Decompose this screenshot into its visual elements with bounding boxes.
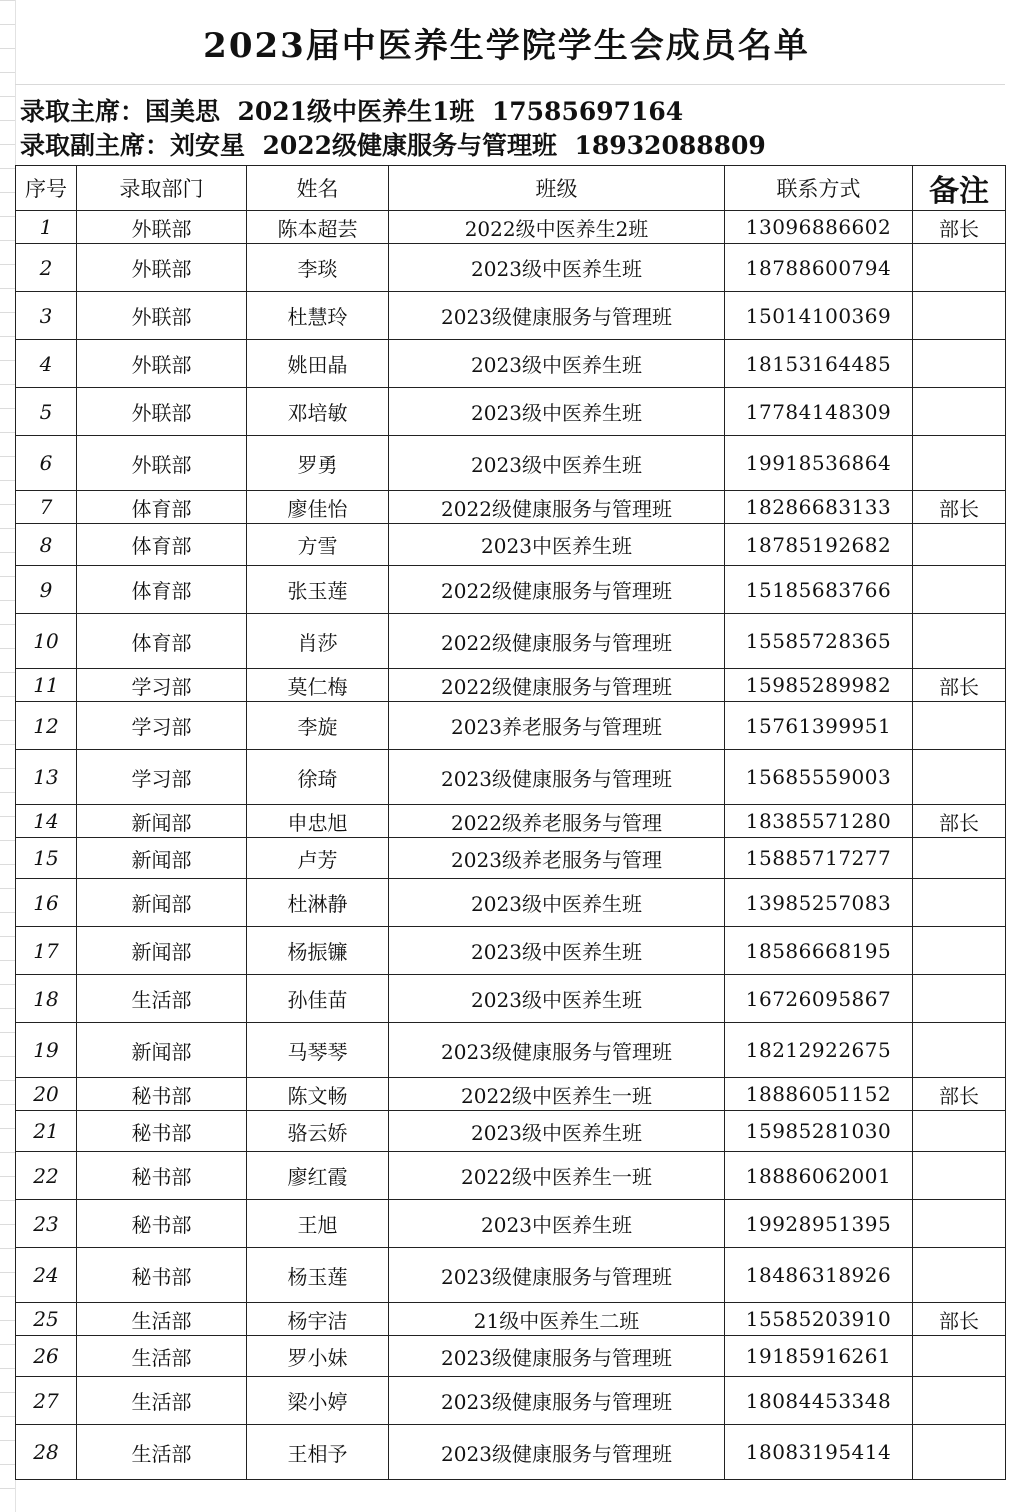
cell-phone[interactable]: 15885717277 bbox=[725, 838, 913, 879]
chairman-class: 2021级中医养生1班 bbox=[237, 97, 475, 126]
cell-dept[interactable]: 新闻部 bbox=[77, 838, 247, 879]
cell-name[interactable]: 李旋 bbox=[247, 702, 389, 750]
table-row bbox=[16, 491, 1006, 524]
cell-name[interactable]: 卢芳 bbox=[247, 838, 389, 879]
cell-no[interactable]: 6 bbox=[16, 436, 77, 491]
cell-no[interactable]: 23 bbox=[16, 1200, 77, 1248]
cell-class[interactable]: 2023级中医养生班 bbox=[389, 1111, 725, 1152]
chairman-label: 录取主席： bbox=[20, 97, 146, 126]
cell-dept[interactable]: 外联部 bbox=[77, 211, 247, 244]
cell-class[interactable]: 2023级中医养生班 bbox=[389, 436, 725, 491]
table-row bbox=[16, 1111, 1006, 1152]
row-header-gutter bbox=[0, 0, 16, 1512]
cell-dept[interactable]: 体育部 bbox=[77, 614, 247, 669]
cell-dept[interactable]: 秘书部 bbox=[77, 1111, 247, 1152]
cell-phone[interactable]: 15014100369 bbox=[725, 292, 913, 340]
table-row bbox=[16, 927, 1006, 975]
cell-note[interactable]: 部长 bbox=[913, 1078, 1006, 1111]
cell-note[interactable]: 部长 bbox=[913, 491, 1006, 524]
cell-phone[interactable]: 18788600794 bbox=[725, 244, 913, 292]
cell-phone[interactable]: 18286683133 bbox=[725, 491, 913, 524]
cell-no[interactable]: 22 bbox=[16, 1152, 77, 1200]
cell-no[interactable]: 17 bbox=[16, 927, 77, 975]
cell-phone[interactable]: 15185683766 bbox=[725, 566, 913, 614]
cell-no[interactable]: 14 bbox=[16, 805, 77, 838]
table-row bbox=[16, 388, 1006, 436]
cell-note[interactable]: 部长 bbox=[913, 805, 1006, 838]
cell-no[interactable]: 18 bbox=[16, 975, 77, 1023]
table-row bbox=[16, 244, 1006, 292]
cell-note[interactable] bbox=[913, 614, 1006, 669]
cell-class[interactable]: 2023养老服务与管理班 bbox=[389, 702, 725, 750]
header-dept[interactable]: 录取部门 bbox=[77, 166, 247, 211]
cell-name[interactable]: 李琰 bbox=[247, 244, 389, 292]
cell-name[interactable]: 申忠旭 bbox=[247, 805, 389, 838]
cell-class[interactable]: 2022级中医养生一班 bbox=[389, 1078, 725, 1111]
cell-note[interactable]: 部长 bbox=[913, 1303, 1006, 1336]
cell-no[interactable]: 10 bbox=[16, 614, 77, 669]
vice-chairman-phone: 18932088809 bbox=[574, 131, 766, 160]
cell-name[interactable]: 杜淋静 bbox=[247, 879, 389, 927]
cell-note[interactable] bbox=[913, 524, 1006, 566]
cell-class[interactable]: 2023中医养生班 bbox=[389, 524, 725, 566]
cell-dept[interactable]: 秘书部 bbox=[77, 1200, 247, 1248]
cell-class[interactable]: 2022级健康服务与管理班 bbox=[389, 491, 725, 524]
cell-phone[interactable]: 18586668195 bbox=[725, 927, 913, 975]
cell-dept[interactable]: 秘书部 bbox=[77, 1152, 247, 1200]
cell-class[interactable]: 2023级中医养生班 bbox=[389, 244, 725, 292]
cell-dept[interactable]: 体育部 bbox=[77, 524, 247, 566]
cell-name[interactable]: 方雪 bbox=[247, 524, 389, 566]
cell-no[interactable]: 8 bbox=[16, 524, 77, 566]
cell-no[interactable]: 20 bbox=[16, 1078, 77, 1111]
cell-dept[interactable]: 外联部 bbox=[77, 388, 247, 436]
cell-name[interactable]: 陈文畅 bbox=[247, 1078, 389, 1111]
cell-no[interactable]: 25 bbox=[16, 1303, 77, 1336]
cell-name[interactable]: 杨振镰 bbox=[247, 927, 389, 975]
table-row bbox=[16, 750, 1006, 805]
table-body bbox=[16, 211, 1006, 1480]
cell-no[interactable]: 1 bbox=[16, 211, 77, 244]
cell-phone[interactable]: 18486318926 bbox=[725, 1248, 913, 1303]
cell-dept[interactable]: 学习部 bbox=[77, 750, 247, 805]
cell-phone[interactable]: 16726095867 bbox=[725, 975, 913, 1023]
cell-class[interactable]: 2022级中医养生一班 bbox=[389, 1152, 725, 1200]
cell-note[interactable] bbox=[913, 1336, 1006, 1377]
cell-name[interactable]: 莫仁梅 bbox=[247, 669, 389, 702]
chairman-phone: 17585697164 bbox=[491, 97, 684, 126]
cell-no[interactable]: 11 bbox=[16, 669, 77, 702]
cell-dept[interactable]: 新闻部 bbox=[77, 805, 247, 838]
cell-note[interactable] bbox=[913, 975, 1006, 1023]
cell-note[interactable] bbox=[913, 838, 1006, 879]
cell-no[interactable]: 7 bbox=[16, 491, 77, 524]
cell-note[interactable] bbox=[913, 340, 1006, 388]
cell-name[interactable]: 廖红霞 bbox=[247, 1152, 389, 1200]
cell-note[interactable] bbox=[913, 1152, 1006, 1200]
cell-dept[interactable]: 生活部 bbox=[77, 975, 247, 1023]
cell-class[interactable]: 2023级中医养生班 bbox=[389, 975, 725, 1023]
table-row bbox=[16, 1303, 1006, 1336]
cell-name[interactable]: 骆云娇 bbox=[247, 1111, 389, 1152]
cell-class[interactable]: 2023级健康服务与管理班 bbox=[389, 1377, 725, 1425]
cell-name[interactable]: 杜慧玲 bbox=[247, 292, 389, 340]
cell-note[interactable] bbox=[913, 927, 1006, 975]
cell-class[interactable]: 2023级健康服务与管理班 bbox=[389, 292, 725, 340]
table-row bbox=[16, 975, 1006, 1023]
cell-note[interactable]: 部长 bbox=[913, 669, 1006, 702]
cell-dept[interactable]: 外联部 bbox=[77, 244, 247, 292]
member-table bbox=[15, 165, 1006, 1480]
table-row bbox=[16, 669, 1006, 702]
cell-dept[interactable]: 秘书部 bbox=[77, 1078, 247, 1111]
table-row bbox=[16, 1200, 1006, 1248]
table-row bbox=[16, 1336, 1006, 1377]
cell-phone[interactable]: 18785192682 bbox=[725, 524, 913, 566]
cell-dept[interactable]: 秘书部 bbox=[77, 1248, 247, 1303]
cell-dept[interactable]: 生活部 bbox=[77, 1425, 247, 1480]
cell-dept[interactable]: 学习部 bbox=[77, 702, 247, 750]
header-no[interactable]: 序号 bbox=[16, 166, 77, 211]
cell-phone[interactable]: 15585203910 bbox=[725, 1303, 913, 1336]
cell-note[interactable] bbox=[913, 1248, 1006, 1303]
table-row bbox=[16, 211, 1006, 244]
vice-chairman-class: 2022级健康服务与管理班 bbox=[262, 131, 558, 160]
cell-no[interactable]: 13 bbox=[16, 750, 77, 805]
cell-phone[interactable]: 18886051152 bbox=[725, 1078, 913, 1111]
chairman-line bbox=[20, 92, 683, 128]
cell-name[interactable]: 马琴琴 bbox=[247, 1023, 389, 1078]
cell-note[interactable] bbox=[913, 1111, 1006, 1152]
cell-class[interactable]: 2023级养老服务与管理 bbox=[389, 838, 725, 879]
cell-class[interactable]: 2022级健康服务与管理班 bbox=[389, 566, 725, 614]
cell-phone[interactable]: 18084453348 bbox=[725, 1377, 913, 1425]
table-row bbox=[16, 1377, 1006, 1425]
cell-note[interactable] bbox=[913, 436, 1006, 491]
cell-name[interactable]: 罗勇 bbox=[247, 436, 389, 491]
cell-dept[interactable]: 学习部 bbox=[77, 669, 247, 702]
table-row bbox=[16, 805, 1006, 838]
cell-dept[interactable]: 生活部 bbox=[77, 1303, 247, 1336]
cell-phone[interactable]: 19185916261 bbox=[725, 1336, 913, 1377]
chairman-name: 国美思 bbox=[145, 97, 221, 126]
cell-name[interactable]: 邓培敏 bbox=[247, 388, 389, 436]
cell-phone[interactable]: 19928951395 bbox=[725, 1200, 913, 1248]
cell-phone[interactable]: 15685559003 bbox=[725, 750, 913, 805]
cell-class[interactable]: 2023级中医养生班 bbox=[389, 879, 725, 927]
header-name[interactable]: 姓名 bbox=[247, 166, 389, 211]
table-row bbox=[16, 614, 1006, 669]
cell-no[interactable]: 19 bbox=[16, 1023, 77, 1078]
cell-class[interactable]: 2023级中医养生班 bbox=[389, 388, 725, 436]
cell-dept[interactable]: 体育部 bbox=[77, 566, 247, 614]
cell-note[interactable] bbox=[913, 702, 1006, 750]
header-class[interactable]: 班级 bbox=[389, 166, 725, 211]
header-note[interactable]: 备注 bbox=[913, 166, 1006, 211]
cell-note[interactable] bbox=[913, 388, 1006, 436]
cell-name[interactable]: 张玉莲 bbox=[247, 566, 389, 614]
cell-phone[interactable]: 15985281030 bbox=[725, 1111, 913, 1152]
cell-dept[interactable]: 体育部 bbox=[77, 491, 247, 524]
table-row bbox=[16, 524, 1006, 566]
cell-no[interactable]: 15 bbox=[16, 838, 77, 879]
cell-note[interactable] bbox=[913, 566, 1006, 614]
cell-class[interactable]: 2023级健康服务与管理班 bbox=[389, 1336, 725, 1377]
title-divider bbox=[15, 84, 1005, 85]
table-row bbox=[16, 292, 1006, 340]
cell-no[interactable]: 5 bbox=[16, 388, 77, 436]
cell-dept[interactable]: 外联部 bbox=[77, 292, 247, 340]
table-row bbox=[16, 1248, 1006, 1303]
table-row bbox=[16, 838, 1006, 879]
cell-phone[interactable]: 13096886602 bbox=[725, 211, 913, 244]
cell-name[interactable]: 王旭 bbox=[247, 1200, 389, 1248]
cell-phone[interactable]: 18083195414 bbox=[725, 1425, 913, 1480]
vice-chairman-name: 刘安星 bbox=[170, 131, 246, 160]
cell-class[interactable]: 2023级健康服务与管理班 bbox=[389, 1248, 725, 1303]
cell-dept[interactable]: 外联部 bbox=[77, 436, 247, 491]
cell-note[interactable] bbox=[913, 1377, 1006, 1425]
table-row bbox=[16, 1425, 1006, 1480]
cell-dept[interactable]: 生活部 bbox=[77, 1377, 247, 1425]
table-row bbox=[16, 1078, 1006, 1111]
cell-name[interactable]: 杨宇洁 bbox=[247, 1303, 389, 1336]
table-row bbox=[16, 702, 1006, 750]
cell-note[interactable] bbox=[913, 1425, 1006, 1480]
cell-note[interactable] bbox=[913, 1023, 1006, 1078]
cell-note[interactable] bbox=[913, 244, 1006, 292]
cell-name[interactable]: 肖莎 bbox=[247, 614, 389, 669]
cell-name[interactable]: 罗小妹 bbox=[247, 1336, 389, 1377]
cell-phone[interactable]: 18886062001 bbox=[725, 1152, 913, 1200]
cell-no[interactable]: 28 bbox=[16, 1425, 77, 1480]
cell-note[interactable] bbox=[913, 750, 1006, 805]
cell-name[interactable]: 王相予 bbox=[247, 1425, 389, 1480]
cell-note[interactable]: 部长 bbox=[913, 211, 1006, 244]
cell-note[interactable] bbox=[913, 879, 1006, 927]
cell-class[interactable]: 2023级健康服务与管理班 bbox=[389, 1425, 725, 1480]
cell-class[interactable]: 21级中医养生二班 bbox=[389, 1303, 725, 1336]
cell-phone[interactable]: 18385571280 bbox=[725, 805, 913, 838]
cell-name[interactable]: 徐琦 bbox=[247, 750, 389, 805]
cell-no[interactable]: 9 bbox=[16, 566, 77, 614]
page-title: 2023届中医养生学院学生会成员名单 bbox=[203, 26, 810, 66]
cell-no[interactable]: 2 bbox=[16, 244, 77, 292]
cell-dept[interactable]: 新闻部 bbox=[77, 927, 247, 975]
cell-class[interactable]: 2022级健康服务与管理班 bbox=[389, 614, 725, 669]
cell-dept[interactable]: 新闻部 bbox=[77, 879, 247, 927]
cell-class[interactable]: 2023级健康服务与管理班 bbox=[389, 1023, 725, 1078]
cell-class[interactable]: 2022级养老服务与管理 bbox=[389, 805, 725, 838]
cell-dept[interactable]: 新闻部 bbox=[77, 1023, 247, 1078]
table-header-row bbox=[16, 166, 1006, 211]
table-row bbox=[16, 1023, 1006, 1078]
cell-no[interactable]: 4 bbox=[16, 340, 77, 388]
cell-class[interactable]: 2023中医养生班 bbox=[389, 1200, 725, 1248]
cell-name[interactable]: 姚田晶 bbox=[247, 340, 389, 388]
cell-class[interactable]: 2023级中医养生班 bbox=[389, 927, 725, 975]
cell-name[interactable]: 梁小婷 bbox=[247, 1377, 389, 1425]
cell-phone[interactable]: 17784148309 bbox=[725, 388, 913, 436]
cell-dept[interactable]: 外联部 bbox=[77, 340, 247, 388]
table-row bbox=[16, 1152, 1006, 1200]
header-phone[interactable]: 联系方式 bbox=[725, 166, 913, 211]
cell-no[interactable]: 12 bbox=[16, 702, 77, 750]
cell-no[interactable]: 21 bbox=[16, 1111, 77, 1152]
cell-class[interactable]: 2023级健康服务与管理班 bbox=[389, 750, 725, 805]
cell-class[interactable]: 2023级中医养生班 bbox=[389, 340, 725, 388]
cell-phone[interactable]: 18212922675 bbox=[725, 1023, 913, 1078]
cell-no[interactable]: 16 bbox=[16, 879, 77, 927]
cell-no[interactable]: 26 bbox=[16, 1336, 77, 1377]
cell-phone[interactable]: 18153164485 bbox=[725, 340, 913, 388]
cell-no[interactable]: 24 bbox=[16, 1248, 77, 1303]
cell-phone[interactable]: 15585728365 bbox=[725, 614, 913, 669]
cell-name[interactable]: 陈本超芸 bbox=[247, 211, 389, 244]
cell-note[interactable] bbox=[913, 1200, 1006, 1248]
cell-phone[interactable]: 15761399951 bbox=[725, 702, 913, 750]
cell-phone[interactable]: 19918536864 bbox=[725, 436, 913, 491]
table-row bbox=[16, 566, 1006, 614]
cell-name[interactable]: 廖佳怡 bbox=[247, 491, 389, 524]
cell-no[interactable]: 27 bbox=[16, 1377, 77, 1425]
cell-dept[interactable]: 生活部 bbox=[77, 1336, 247, 1377]
cell-no[interactable]: 3 bbox=[16, 292, 77, 340]
cell-note[interactable] bbox=[913, 292, 1006, 340]
cell-name[interactable]: 杨玉莲 bbox=[247, 1248, 389, 1303]
vice-chairman-label: 录取副主席： bbox=[20, 131, 171, 160]
cell-name[interactable]: 孙佳苗 bbox=[247, 975, 389, 1023]
cell-class[interactable]: 2022级中医养生2班 bbox=[389, 211, 725, 244]
cell-phone[interactable]: 15985289982 bbox=[725, 669, 913, 702]
table-row bbox=[16, 436, 1006, 491]
vice-chairman-line bbox=[20, 126, 766, 162]
cell-phone[interactable]: 13985257083 bbox=[725, 879, 913, 927]
table-row bbox=[16, 340, 1006, 388]
table-row bbox=[16, 879, 1006, 927]
cell-class[interactable]: 2022级健康服务与管理班 bbox=[389, 669, 725, 702]
